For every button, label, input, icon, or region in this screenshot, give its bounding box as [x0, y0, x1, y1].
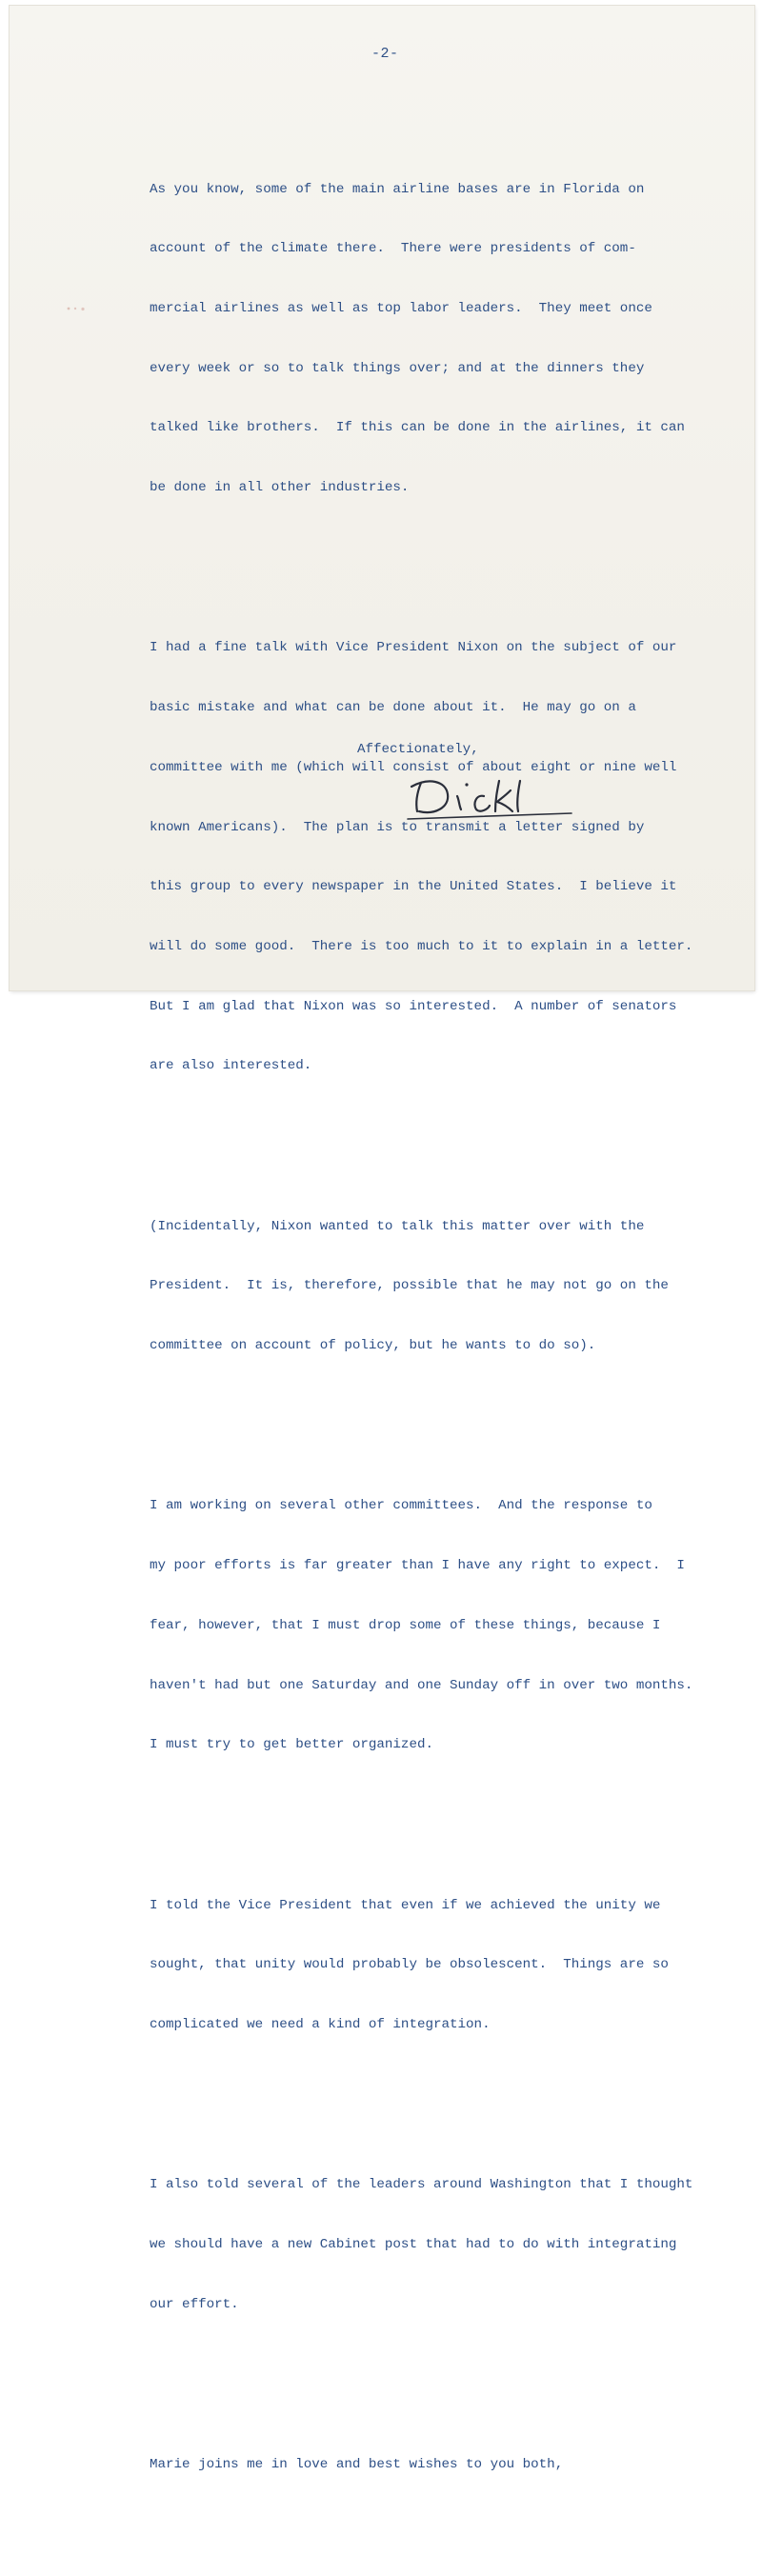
paragraph-incidentally — [150, 1177, 683, 1396]
handwritten-signature — [400, 768, 581, 834]
text-line: I also told several of the leaders around Washington that I thought — [150, 2177, 693, 2193]
text-line: known Americans). The plan is to transmit a letter signed by — [150, 819, 645, 835]
text-line: this group to every newspaper in the United States. I believe it — [150, 879, 677, 895]
closing-salutation: Affectionately, — [357, 742, 479, 757]
text-line: sought, that unity would probably be obsolescent. Things are so — [150, 1957, 669, 1973]
margin-smudge-mark — [65, 305, 90, 312]
text-line: complicated we need a kind of integration. — [150, 2017, 491, 2032]
text-line: President. It is, therefore, possible that he may not go on the — [150, 1278, 669, 1294]
paragraph-regards — [150, 2415, 683, 2515]
text-line: our effort. — [150, 2296, 239, 2312]
text-line: committee with me (which will consist of about eight or nine well — [150, 759, 677, 775]
page-number: -2- — [371, 46, 399, 62]
text-line: are also interested. — [150, 1058, 312, 1074]
text-line: I must try to get better organized. — [150, 1737, 433, 1753]
letter-body — [150, 100, 693, 2576]
text-line: I told the Vice President that even if we achieved the unity we — [150, 1897, 661, 1913]
text-line: every week or so to talk things over; and at the dinners they — [150, 360, 645, 376]
text-line: will do some good. There is too much to it to explain in a letter. — [150, 938, 693, 954]
text-line: committee on account of policy, but he wants to do so). — [150, 1338, 596, 1354]
paragraph-nixon-talk — [150, 599, 693, 1116]
text-line: fear, however, that I must drop some of these things, because I — [150, 1617, 661, 1633]
text-line: But I am glad that Nixon was so interested. A number of senators — [150, 998, 677, 1014]
paragraph-cabinet-post — [150, 2136, 693, 2355]
text-line: Marie joins me in love and best wishes to you both, — [150, 2457, 564, 2473]
text-line: I am working on several other committees. And the response to — [150, 1498, 652, 1514]
text-line: I had a fine talk with Vice President Nixon on the subject of our — [150, 640, 677, 656]
text-line: we should have a new Cabinet post that had to do with integrating — [150, 2237, 677, 2253]
text-line: As you know, some of the main airline bases are in Florida on — [150, 181, 645, 197]
paragraph-committees — [150, 1457, 693, 1795]
paragraph-airlines — [150, 140, 683, 538]
text-line: (Incidentally, Nixon wanted to talk this matter over with the — [150, 1218, 645, 1234]
letter-page — [10, 6, 754, 2473]
text-line: mercial airlines as well as top labor leaders. They meet once — [150, 301, 652, 317]
text-line: basic mistake and what can be done about it. He may go on a — [150, 700, 636, 716]
paragraph-unity — [150, 1856, 683, 2075]
text-line: my poor efforts is far greater than I have any right to expect. I — [150, 1558, 685, 1574]
text-line: haven't had but one Saturday and one Sunday off in over two months. — [150, 1677, 693, 1693]
text-line: be done in all other industries. — [150, 480, 410, 496]
text-line: account of the climate there. There were presidents of com- — [150, 241, 636, 257]
text-line: talked like brothers. If this can be done in the airlines, it can — [150, 420, 685, 436]
